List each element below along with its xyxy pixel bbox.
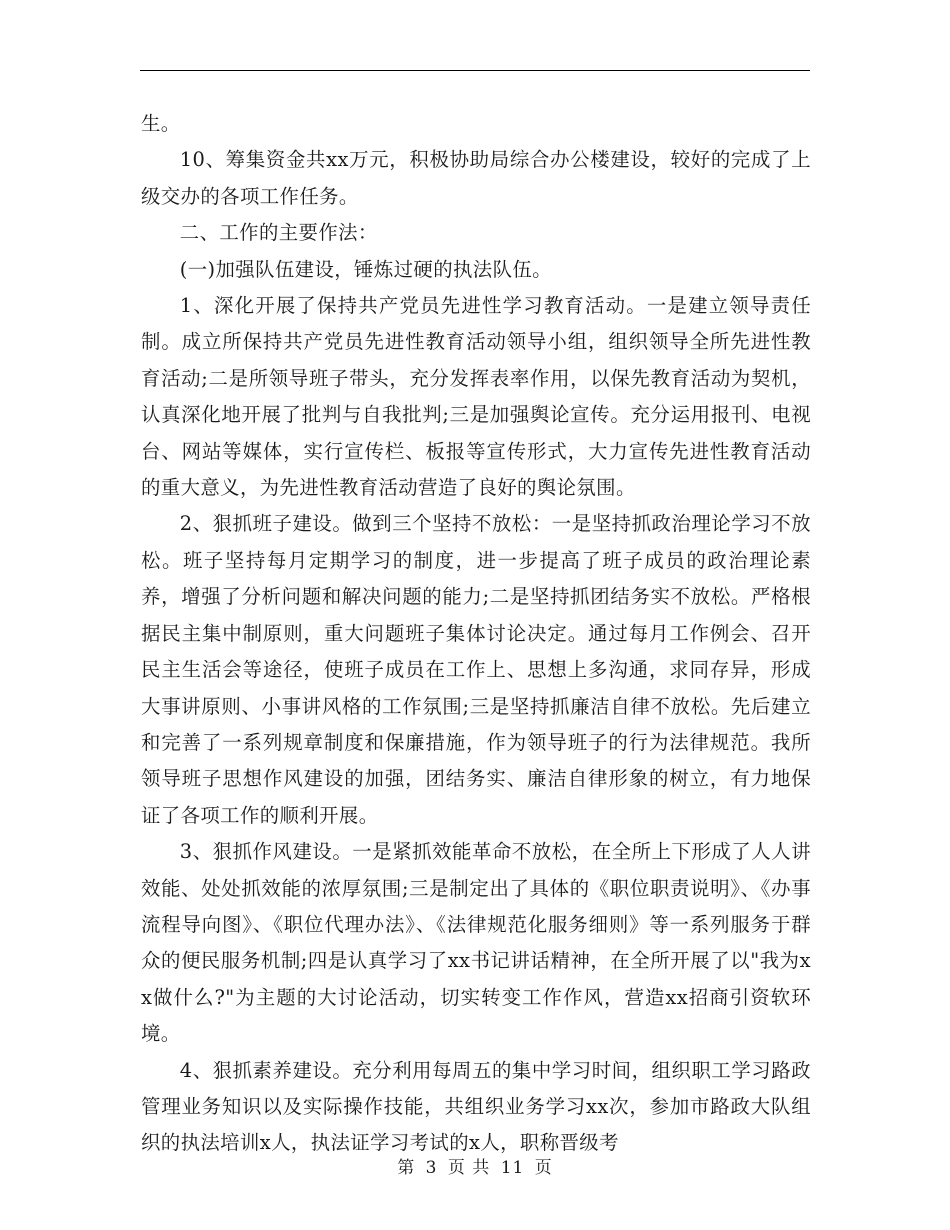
subsection-heading-team: (一)加强队伍建设，锤炼过硬的执法队伍。 bbox=[179, 257, 552, 281]
header-rule bbox=[140, 70, 810, 71]
footer-suffix: 页 bbox=[534, 1158, 553, 1178]
document-body bbox=[141, 106, 811, 1162]
footer-current-page: 3 bbox=[425, 1158, 438, 1178]
section-heading-methods: 二、工作的主要作法： bbox=[179, 221, 378, 245]
paragraph-item-2: 2、狠抓班子建设。做到三个坚持不放松：一是坚持抓政治理论学习不放松。班子坚持每月定期学习的制度，进一步提高了班子成员的政治理论素养，增强了分析问题和解决问题的能力;二是坚持抓团结务实不放松。严格根据民主集中制原则，重大问题班子集体讨论决定。通过每月工作例会、召开民主生活会等途径，使班子成员在工作上、思想上多沟通，求同存异，形成大事讲原则、小事讲风格的工作氛围;三是坚持抓廉洁自律不放松。先后建立和完善了一系列规章制度和保廉措施，作为领导班子的行为法律规范。我所领导班子思想作风建设的加强，团结务实、廉洁自律形象的树立，有力地保证了各项工作的顺利开展。 bbox=[141, 512, 811, 827]
paragraph-item-3: 3、狠抓作风建设。一是紧抓效能革命不放松，在全所上下形成了人人讲效能、处处抓效能的浓厚氛围;三是制定出了具体的《职位职责说明》、《办事流程导向图》、《职位代理办法》、《法律规范化服务细则》等一系列服务于群众的便民服务机制;四是认真学习了xx书记讲话精神，在全所开展了以"我为xx做什么?"为主题的大讨论活动，切实转变工作作风，营造xx招商引资软环境。 bbox=[141, 840, 811, 1046]
paragraph-item-1: 1、深化开展了保持共产党员先进性学习教育活动。一是建立领导责任制。成立所保持共产党员先进性教育活动领导小组，组织领导全所先进性教育活动;二是所领导班子带头，充分发挥表率作用，以保先教育活动为契机，认真深化地开展了批判与自我批判;三是加强舆论宣传。充分运用报刊、电视台、网站等媒体，实行宣传栏、板报等宣传形式，大力宣传先进性教育活动的重大意义，为先进性教育活动营造了良好的舆论氛围。 bbox=[141, 294, 811, 500]
page-footer bbox=[0, 1153, 950, 1178]
footer-total-pages: 11 bbox=[500, 1158, 525, 1178]
footer-middle: 页 共 bbox=[447, 1158, 491, 1178]
paragraph-item-4: 4、狠抓素养建设。充分利用每周五的集中学习时间，组织职工学习路政管理业务知识以及实际操作技能，共组织业务学习xx次，参加市路政大队组织的执法培训x人，执法证学习考试的x人，职称晋级考 bbox=[141, 1058, 811, 1155]
footer-prefix: 第 bbox=[397, 1158, 416, 1178]
paragraph-item-10: 10、筹集资金共xx万元，积极协助局综合办公楼建设，较好的完成了上级交办的各项工作任务。 bbox=[141, 148, 811, 208]
paragraph-continuation: 生。 bbox=[141, 112, 181, 135]
